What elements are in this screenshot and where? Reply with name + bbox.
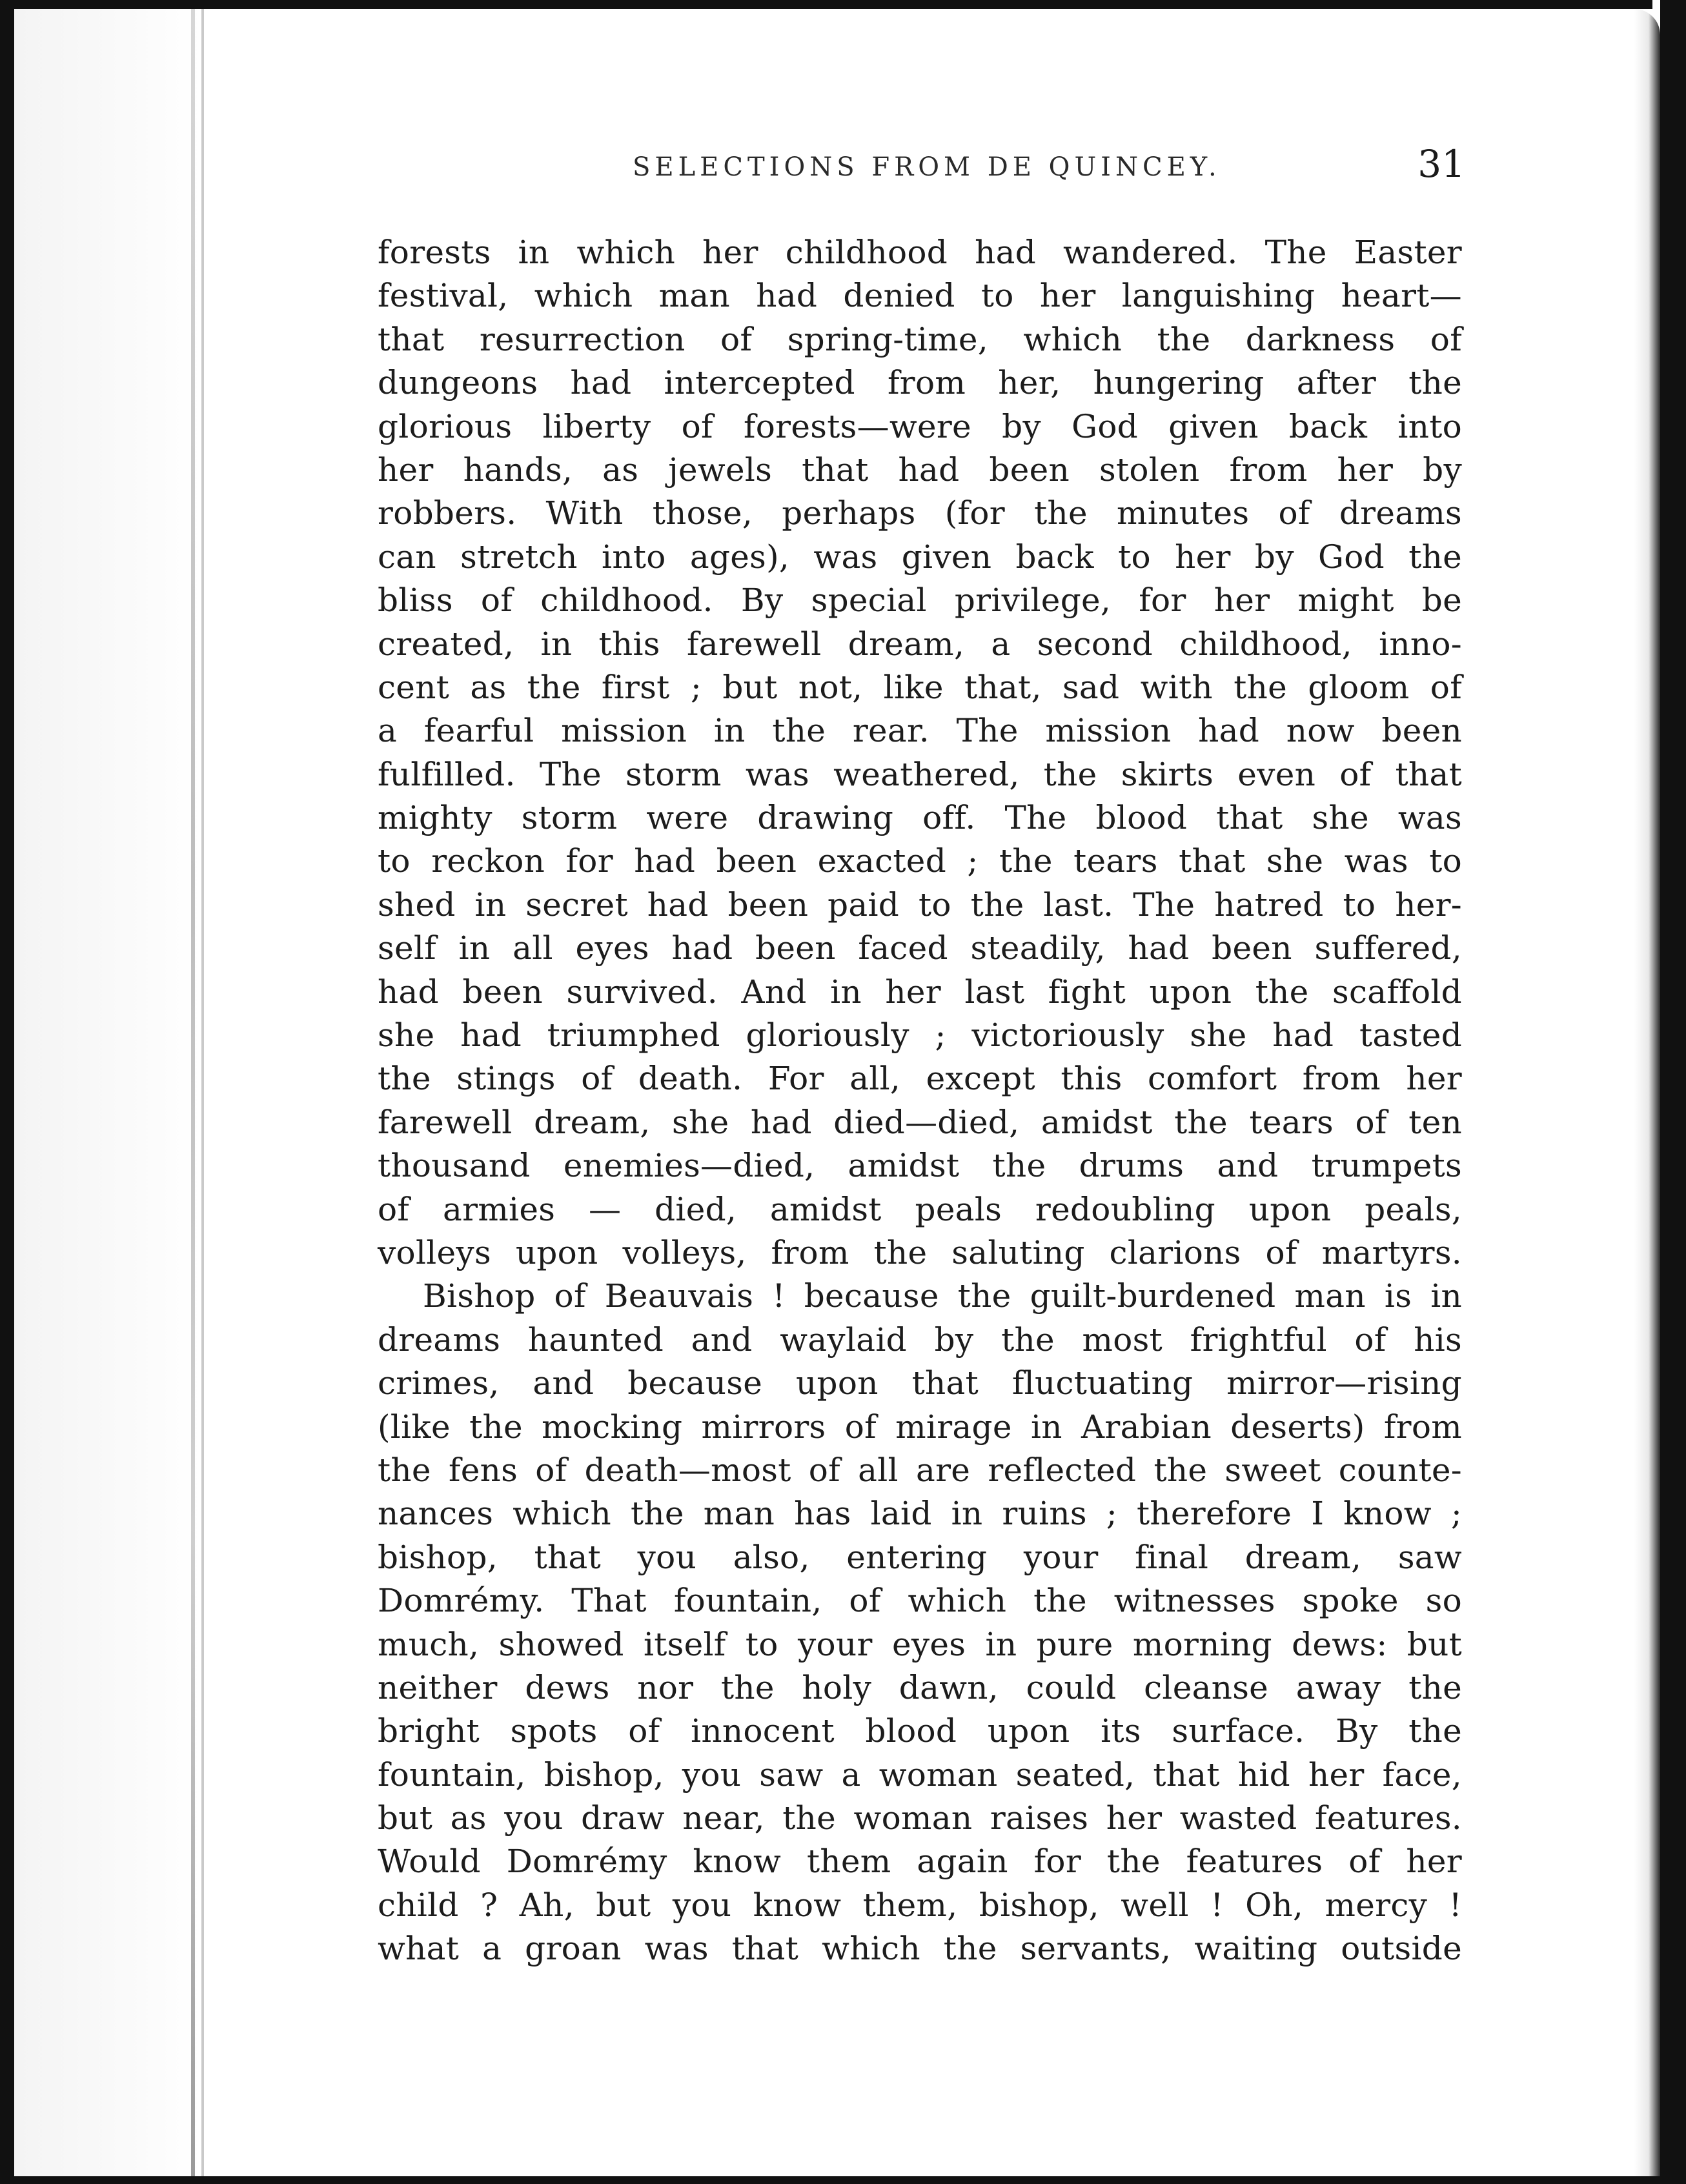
text-line: crimes, and because upon that fluctuating mirror—rising	[378, 1364, 1462, 1402]
text-line: bright spots of innocent blood upon its surface. By the	[378, 1712, 1462, 1750]
text-line: a fearful mission in the rear. The mission had now been	[378, 712, 1462, 750]
text-line: her hands, as jewels that had been stolen from her by	[378, 450, 1462, 489]
book-page	[378, 142, 1465, 1971]
body-text	[378, 231, 1462, 1971]
text-line: thousand enemies—died, amidst the drums and trumpets	[378, 1147, 1462, 1185]
running-head	[378, 142, 1465, 200]
text-line: but as you draw near, the woman raises her wasted features.	[378, 1799, 1462, 1837]
text-line: neither dews nor the holy dawn, could cleanse away the	[378, 1668, 1462, 1706]
text-line: what a groan was that which the servants, waiting outside	[378, 1930, 1462, 1968]
text-line: mighty storm were drawing off. The blood that she was	[378, 799, 1462, 837]
scan-edge-bottom	[0, 2176, 1686, 2184]
text-line: Bishop of Beauvais ! because the guilt-burdened man is in	[423, 1277, 1462, 1315]
text-line: volleys upon volleys, from the saluting clarions of martyrs.	[378, 1233, 1462, 1271]
text-line: forests in which her childhood had wandered. The Easter	[378, 234, 1462, 271]
text-line: much, showed itself to your eyes in pure morning dews: but	[378, 1625, 1462, 1663]
text-line: robbers. With those, perhaps (for the minutes of dreams	[378, 494, 1462, 532]
text-line: nances which the man has laid in ruins ; therefore I know ;	[378, 1495, 1462, 1533]
scan-edge-right	[1660, 0, 1686, 2184]
text-line: cent as the first ; but not, like that, sad with the gloom of	[378, 668, 1462, 706]
text-line: dreams haunted and waylaid by the most frightful of his	[378, 1320, 1462, 1359]
text-line: bishop, that you also, entering your final dream, saw	[378, 1538, 1462, 1576]
text-line: that resurrection of spring-time, which the darkness of	[378, 320, 1462, 358]
text-line: can stretch into ages), was given back to her by God the	[378, 538, 1462, 576]
text-line: dungeons had intercepted from her, hungering after the	[378, 364, 1462, 402]
text-line: to reckon for had been exacted ; the tears that she was to	[378, 842, 1462, 880]
text-line: (like the mocking mirrors of mirage in Arabian deserts) from	[378, 1408, 1462, 1446]
text-line: the stings of death. For all, except this comfort from her	[378, 1060, 1462, 1098]
text-line: fountain, bishop, you saw a woman seated, that hid her face,	[378, 1755, 1462, 1794]
left-page-gutter	[14, 9, 204, 2176]
text-line: farewell dream, she had died—died, amidst the tears of ten	[378, 1103, 1462, 1141]
scan-edge-top	[0, 0, 1652, 9]
text-line: bliss of childhood. By special privilege, for her might be	[378, 581, 1462, 620]
text-line: created, in this farewell dream, a second childhood, inno-	[378, 625, 1462, 663]
text-line: the fens of death—most of all are reflected the sweet counte-	[378, 1451, 1462, 1489]
text-line: child ? Ah, but you know them, bishop, well ! Oh, mercy !	[378, 1886, 1462, 1924]
text-line: Domrémy. That fountain, of which the witnesses spoke so	[378, 1582, 1462, 1620]
text-line: had been survived. And in her last fight upon the scaffold	[378, 973, 1462, 1011]
text-line: self in all eyes had been faced steadily, had been suffered,	[378, 929, 1462, 967]
right-page-edge	[1634, 9, 1660, 2176]
page-number: 31	[1417, 142, 1465, 186]
scan-edge-left	[0, 0, 14, 2184]
text-line: she had triumphed gloriously ; victoriously she had tasted	[378, 1016, 1462, 1055]
text-line: shed in secret had been paid to the last. The hatred to her-	[378, 885, 1462, 924]
text-line: glorious liberty of forests—were by God given back into	[378, 407, 1462, 445]
text-line: fulfilled. The storm was weathered, the skirts even of that	[378, 755, 1462, 793]
text-line: of armies — died, amidst peals redoubling upon peals,	[378, 1190, 1462, 1228]
running-title: SELECTIONS FROM DE QUINCEY.	[633, 152, 1221, 182]
text-line: festival, which man had denied to her languishing heart—	[378, 277, 1462, 315]
binding-fold	[191, 9, 195, 2176]
text-line: Would Domrémy know them again for the features of her	[378, 1843, 1462, 1881]
